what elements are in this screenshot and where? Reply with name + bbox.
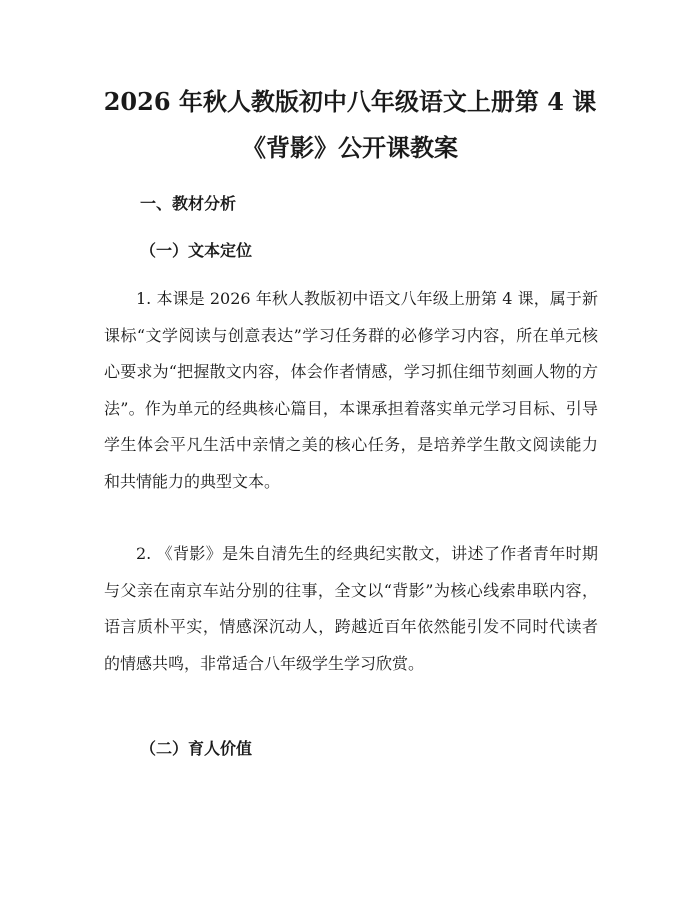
paragraph-1: 1. 本课是 2026 年秋人教版初中语文八年级上册第 4 课，属于新课标“文学阅读与创意表达”学习任务群的必修学习内容，所在单元核心要求为“把握散文内容，体会作者情感，学习抓住细节刻画人物的方法”。作为单元的经典核心篇目，本课承担着落实单元学习目标、引导学生体会平凡生活中亲情之美的核心任务，是培养学生散文阅读能力和共情能力的典型文本。 (104, 289, 598, 491)
section-heading-teaching-material-analysis: 一、教材分析 (140, 194, 237, 213)
document-title-line2: 《背影》公开课教案 (242, 133, 458, 162)
document-title-line1: 2026 年秋人教版初中八年级语文上册第 4 课 (103, 87, 597, 116)
subsection-heading-text-positioning: （一）文本定位 (140, 241, 253, 260)
subsection-heading-educational-value: （二）育人价值 (140, 739, 253, 758)
paragraph-2: 2. 《背影》是朱自清先生的经典纪实散文，讲述了作者青年时期与父亲在南京车站分别的往事，全文以“背影”为核心线索串联内容，语言质朴平实，情感深沉动人，跨越近百年依然能引发不同时代读者的情感共鸣，非常适合八年级学生学习欣赏。 (104, 544, 598, 673)
